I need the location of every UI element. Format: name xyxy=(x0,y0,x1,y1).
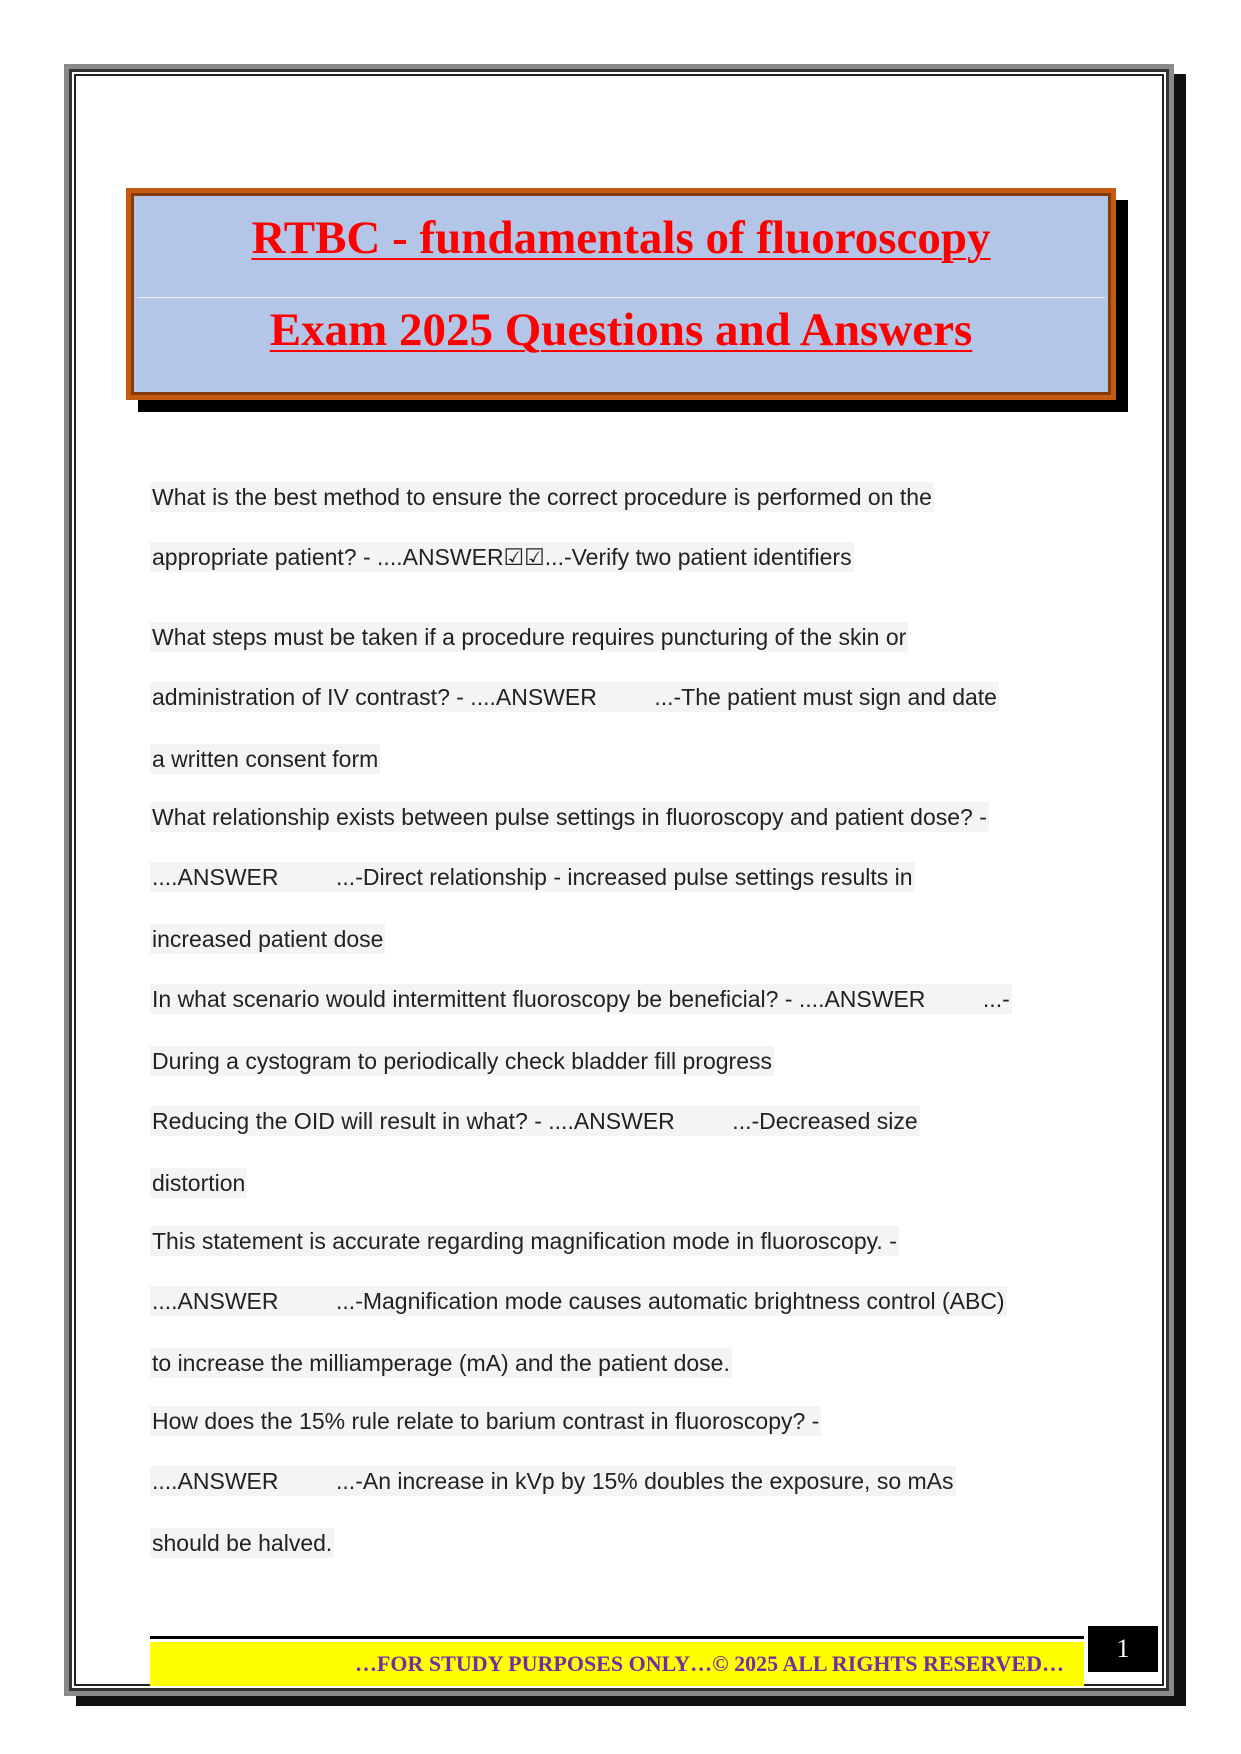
text-line: ....ANSWER ...-Magnification mode causes automatic brightness control (ABC) xyxy=(152,1288,1005,1314)
text-line: appropriate patient? - ....ANSWER☑☑...-Verify two patient identifiers xyxy=(152,544,852,570)
text-line: should be halved. xyxy=(152,1530,333,1556)
text-line: ....ANSWER ...-Direct relationship - increased pulse settings results in xyxy=(152,864,913,890)
title-line-2: Exam 2025 Questions and Answers xyxy=(269,304,973,356)
text-line: What is the best method to ensure the correct procedure is performed on the xyxy=(152,484,932,510)
title-box xyxy=(126,188,1116,400)
text-line: During a cystogram to periodically check bladder fill progress xyxy=(152,1048,773,1074)
footer-rule xyxy=(150,1636,1084,1639)
title-line-1: RTBC - fundamentals of fluoroscopy xyxy=(251,212,991,264)
text-line: What relationship exists between pulse settings in fluoroscopy and patient dose? - xyxy=(152,804,987,830)
text-line: This statement is accurate regarding magnification mode in fluoroscopy. - xyxy=(152,1228,897,1254)
text-line: a written consent form xyxy=(152,746,379,772)
text-line: to increase the milliamperage (mA) and the patient dose. xyxy=(152,1350,730,1376)
text-line: What steps must be taken if a procedure requires puncturing of the skin or xyxy=(152,624,907,650)
footer-banner: …FOR STUDY PURPOSES ONLY…© 2025 ALL RIGHTS RESERVED… xyxy=(150,1642,1084,1686)
text-line: In what scenario would intermittent fluoroscopy be beneficial? - ....ANSWER ...- xyxy=(152,986,1010,1012)
text-line: distortion xyxy=(152,1170,246,1196)
text-line: increased patient dose xyxy=(152,926,384,952)
text-line: How does the 15% rule relate to barium contrast in fluoroscopy? - xyxy=(152,1408,820,1434)
text-line: administration of IV contrast? - ....ANSWER ...-The patient must sign and date xyxy=(152,684,997,710)
title-divider xyxy=(137,297,1105,298)
text-line: ....ANSWER ...-An increase in kVp by 15% doubles the exposure, so mAs xyxy=(152,1468,954,1494)
page-number: 1 xyxy=(1088,1626,1158,1672)
text-line: Reducing the OID will result in what? - ....ANSWER ...-Decreased size xyxy=(152,1108,918,1134)
